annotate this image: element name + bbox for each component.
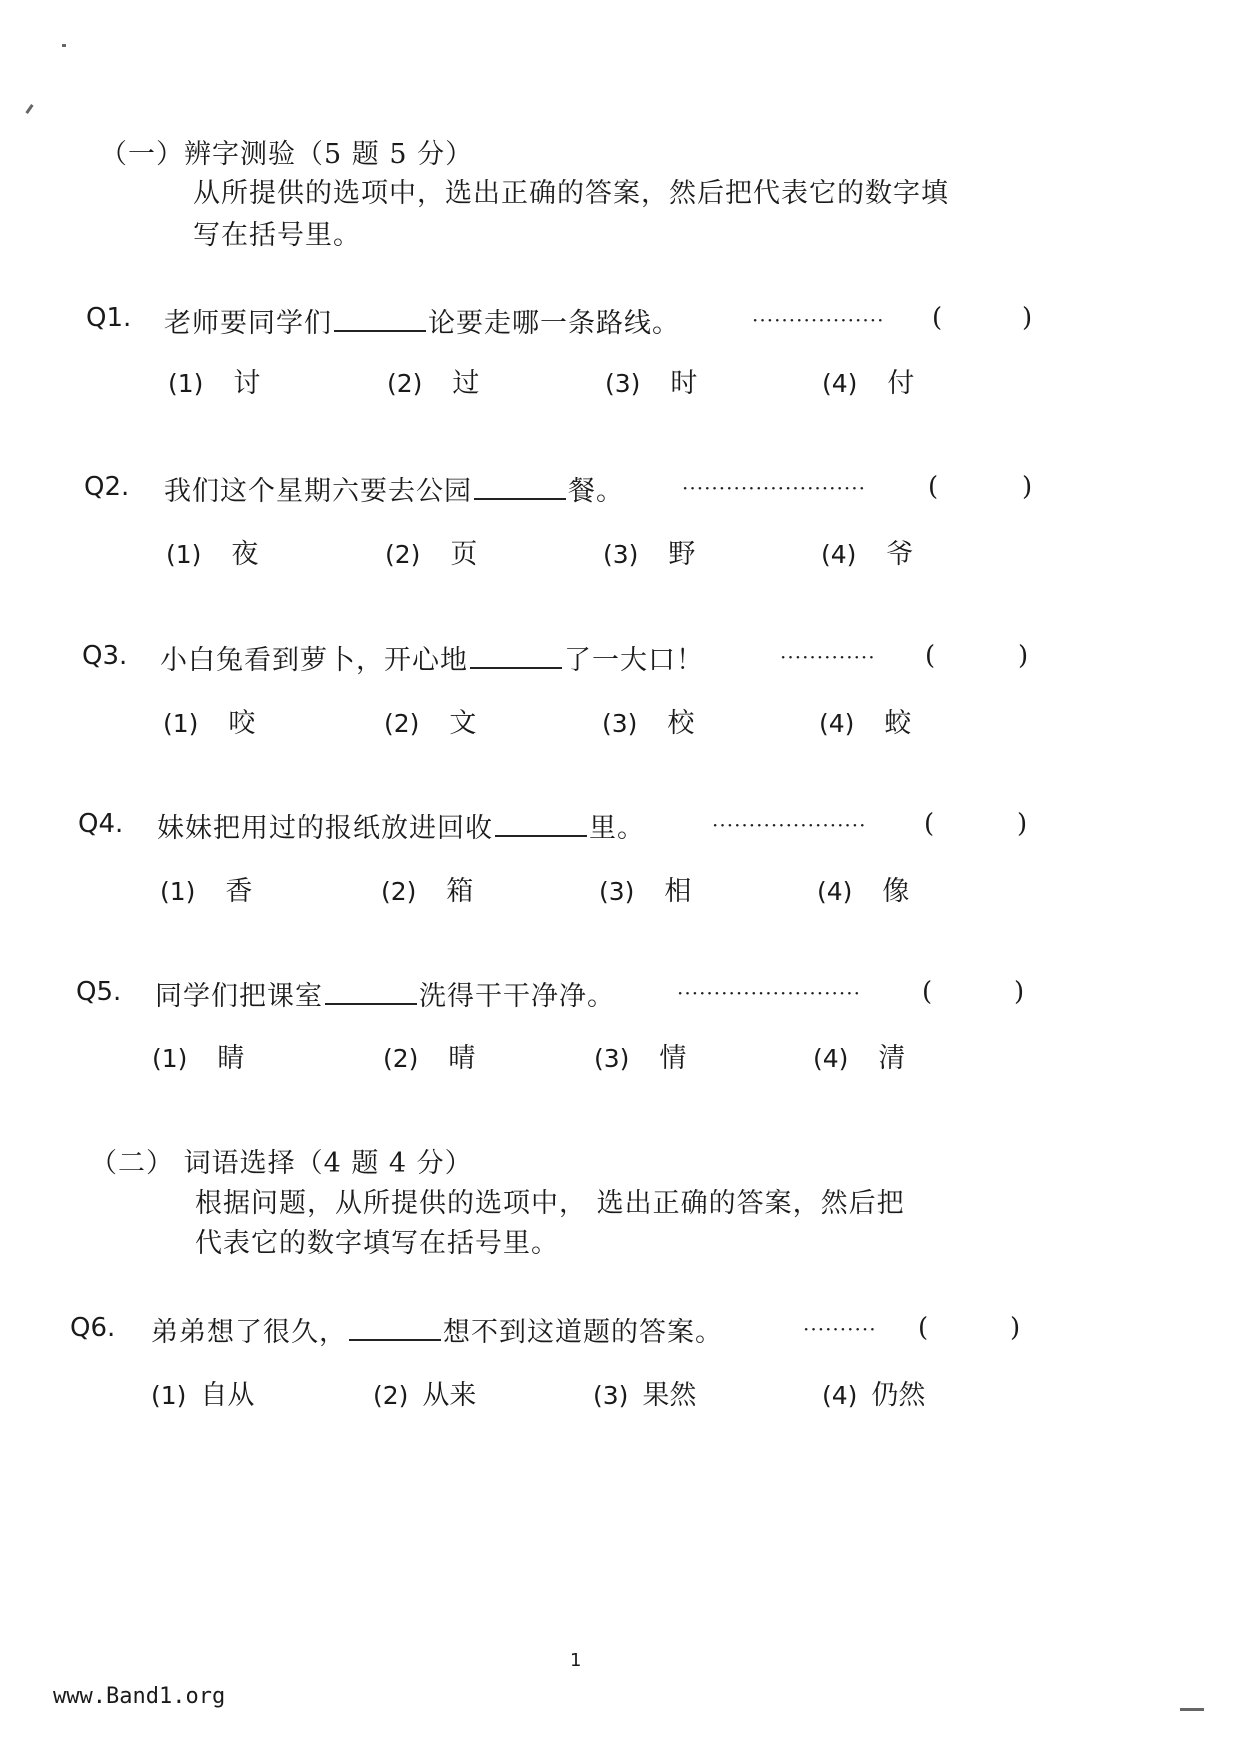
section2-instruction-line2: 代表它的数字填写在括号里。 bbox=[195, 1228, 559, 1259]
option-2: (2) 页 bbox=[385, 539, 478, 570]
question-number: Q3. bbox=[82, 641, 128, 671]
question-number: Q1. bbox=[86, 303, 132, 333]
answer-paren-close: ) bbox=[1018, 641, 1029, 671]
section1-instruction-line2: 写在括号里。 bbox=[193, 220, 361, 251]
option-1: (1) 自从 bbox=[151, 1380, 255, 1411]
question-text bbox=[151, 1310, 723, 1349]
answer-paren-open: ( bbox=[932, 303, 943, 333]
option-4: (4) 爷 bbox=[821, 539, 914, 570]
question-text bbox=[164, 469, 624, 508]
dot-leader: ············· bbox=[780, 645, 876, 669]
option-1: (1) 讨 bbox=[168, 368, 261, 399]
option-1: (1) 咬 bbox=[163, 708, 256, 739]
answer-paren-open: ( bbox=[918, 1313, 929, 1343]
question-text bbox=[155, 974, 615, 1013]
option-3: (3) 果然 bbox=[593, 1380, 697, 1411]
question-text bbox=[160, 638, 704, 677]
question-text-after: 餐。 bbox=[568, 476, 624, 507]
question-text-before: 妹妹把用过的报纸放进回收 bbox=[157, 813, 493, 844]
scan-speck bbox=[25, 104, 33, 114]
option-2: (2) 过 bbox=[387, 368, 480, 399]
section1-title: （一）辨字测验（5 题 5 分） bbox=[100, 139, 474, 170]
question-text-after: 论要走哪一条路线。 bbox=[428, 308, 680, 339]
section1-instruction-line1: 从所提供的选项中，选出正确的答案，然后把代表它的数字填 bbox=[193, 178, 949, 209]
dot-leader: ························· bbox=[682, 476, 866, 500]
answer-paren-close: ) bbox=[1022, 472, 1033, 502]
question-text-before: 同学们把课室 bbox=[155, 981, 323, 1012]
page-number: 1 bbox=[570, 1650, 582, 1671]
answer-blank bbox=[349, 1315, 441, 1341]
question-text bbox=[157, 806, 645, 845]
option-2: (2) 箱 bbox=[381, 876, 474, 907]
question-number: Q5. bbox=[76, 977, 122, 1007]
answer-paren-open: ( bbox=[924, 809, 935, 839]
answer-paren-close: ) bbox=[1022, 303, 1033, 333]
option-1: (1) 睛 bbox=[152, 1043, 245, 1074]
answer-box[interactable] bbox=[946, 468, 1016, 504]
question-text-after: 里。 bbox=[589, 813, 645, 844]
option-3: (3) 情 bbox=[594, 1043, 687, 1074]
answer-box[interactable] bbox=[936, 1309, 1006, 1345]
option-4: (4) 清 bbox=[813, 1043, 906, 1074]
answer-box[interactable] bbox=[942, 805, 1012, 841]
question-text-before: 小白兔看到萝卜，开心地 bbox=[160, 645, 468, 676]
question-text bbox=[164, 301, 680, 340]
answer-paren-open: ( bbox=[928, 472, 939, 502]
option-2: (2) 从来 bbox=[373, 1380, 477, 1411]
question-number: Q4. bbox=[78, 809, 124, 839]
question-text-after: 了一大口！ bbox=[564, 645, 704, 676]
question-text-after: 洗得干干净净。 bbox=[419, 981, 615, 1012]
question-number: Q6. bbox=[70, 1313, 116, 1343]
answer-paren-open: ( bbox=[925, 641, 936, 671]
answer-paren-open: ( bbox=[922, 977, 933, 1007]
option-4: (4) 仍然 bbox=[822, 1380, 926, 1411]
answer-box[interactable] bbox=[940, 973, 1010, 1009]
section2-title: （二） 词语选择（4 题 4 分） bbox=[90, 1148, 473, 1179]
option-4: (4) 像 bbox=[817, 876, 910, 907]
option-3: (3) 校 bbox=[602, 708, 695, 739]
option-3: (3) 相 bbox=[599, 876, 692, 907]
dot-leader: ························· bbox=[677, 981, 861, 1005]
option-1: (1) 香 bbox=[160, 876, 253, 907]
answer-blank bbox=[495, 811, 587, 837]
answer-blank bbox=[474, 474, 566, 500]
option-2: (2) 文 bbox=[384, 708, 477, 739]
scan-speck bbox=[1180, 1708, 1204, 1711]
question-text-after: 想不到这道题的答案。 bbox=[443, 1317, 723, 1348]
answer-blank bbox=[334, 306, 426, 332]
question-text-before: 我们这个星期六要去公园 bbox=[164, 476, 472, 507]
option-2: (2) 晴 bbox=[383, 1043, 476, 1074]
dot-leader: ·········· bbox=[803, 1317, 877, 1341]
option-4: (4) 蛟 bbox=[819, 708, 912, 739]
option-4: (4) 付 bbox=[822, 368, 915, 399]
answer-blank bbox=[325, 979, 417, 1005]
option-3: (3) 时 bbox=[605, 368, 698, 399]
answer-blank bbox=[470, 643, 562, 669]
section2-instruction-line1: 根据问题，从所提供的选项中， 选出正确的答案，然后把 bbox=[195, 1188, 905, 1219]
answer-paren-close: ) bbox=[1017, 809, 1028, 839]
answer-box[interactable] bbox=[943, 637, 1013, 673]
dot-leader: ·················· bbox=[752, 308, 885, 332]
answer-paren-close: ) bbox=[1014, 977, 1025, 1007]
question-text-before: 老师要同学们 bbox=[164, 308, 332, 339]
option-1: (1) 夜 bbox=[166, 539, 259, 570]
question-number: Q2. bbox=[84, 472, 130, 502]
dot-leader: ····················· bbox=[712, 813, 867, 837]
footer-website: www.Band1.org bbox=[53, 1684, 226, 1709]
answer-paren-close: ) bbox=[1010, 1313, 1021, 1343]
answer-box[interactable] bbox=[950, 300, 1016, 336]
question-text-before: 弟弟想了很久， bbox=[151, 1317, 347, 1348]
option-3: (3) 野 bbox=[603, 539, 696, 570]
scan-speck bbox=[62, 44, 66, 47]
